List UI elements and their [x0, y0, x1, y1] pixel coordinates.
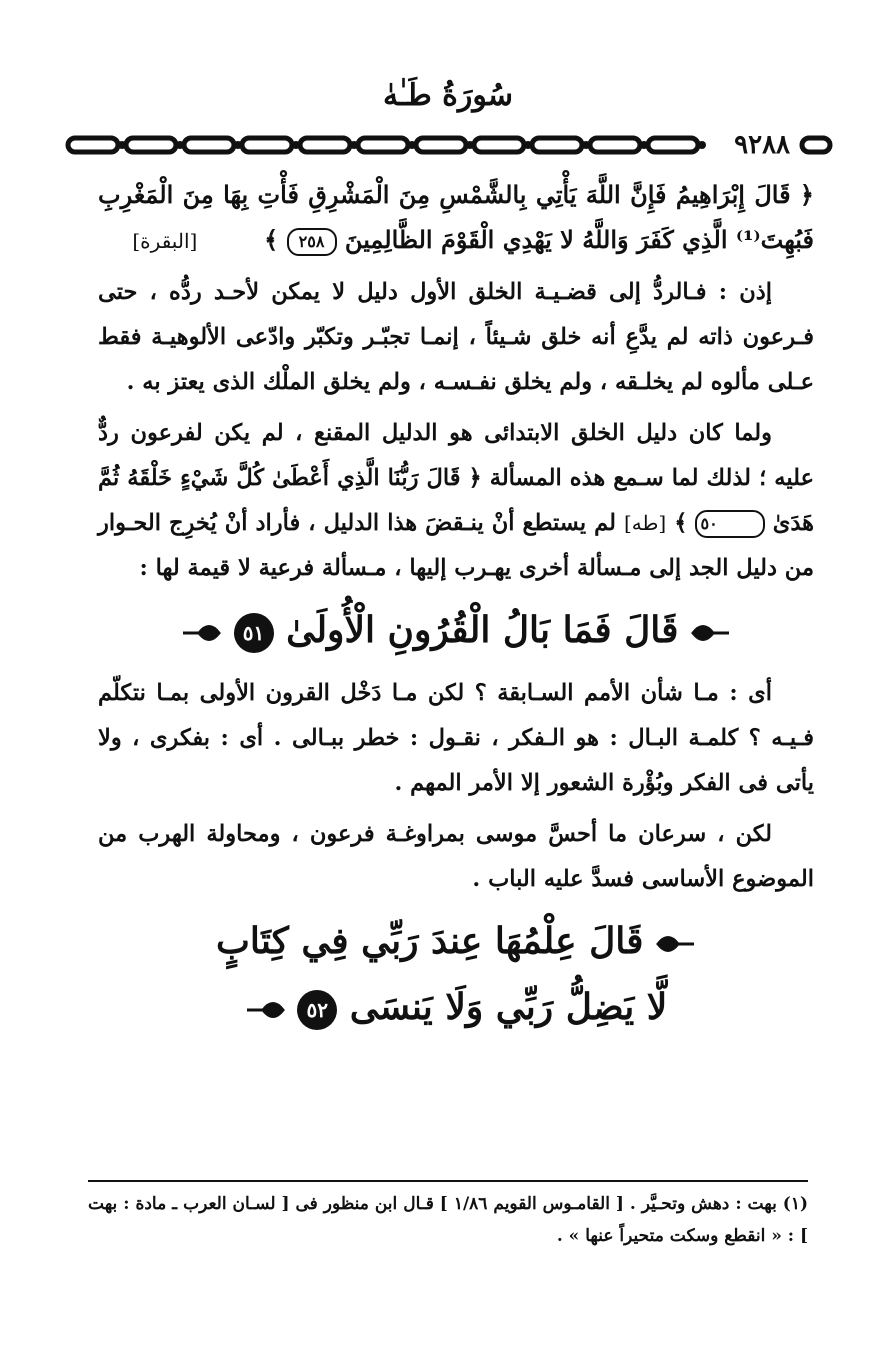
decorative-border [62, 128, 834, 162]
chain-link [648, 138, 698, 152]
chain-link [532, 138, 582, 152]
verse-text: قَالَ عِلْمُهَا عِندَ رَبِّي فِي كِتَابٍ [215, 920, 644, 962]
chain-dot [582, 141, 590, 149]
quote-text: ﴿ قَالَ إِبْرَاهِيمُ فَإِنَّ اللَّهَ يَأْتِي بِالشَّمْسِ مِنَ الْمَشْرِقِ فَأْتِ بِهَا مِنَ الْمَغْرِبِ فَبُهِتَ⁽¹⁾ الَّذِي كَفَرَ وَاللَّهُ لا يَهْدِي الْقَوْمَ الظَّالِمِينَ [98, 180, 814, 254]
chain-dot [640, 141, 648, 149]
verse-52 [98, 908, 814, 1040]
chain-link [474, 138, 524, 152]
chain-link [126, 138, 176, 152]
chain-link [590, 138, 640, 152]
surah-title: سُورَةُ طَـٰهٰ [382, 78, 514, 113]
quote-close: ﴾ [264, 225, 279, 254]
chain-dot [118, 141, 126, 149]
verse-text: قَالَ فَمَا بَالُ الْقُرُونِ الْأُولَىٰ [286, 609, 679, 651]
page-number: ٩٢٨٨ [730, 128, 794, 162]
chain-dot [698, 141, 706, 149]
quran-quote-baqarah [98, 172, 814, 264]
paragraph-text: ولما كان دليل الخلق الابتدائى هو الدليل المقنع ، لم يكن لفرعون ردٌّ عليه ؛ لذلك لما سـمع هذه المسألة [98, 420, 814, 491]
chain-link [242, 138, 292, 152]
verse-51 [98, 597, 814, 663]
chain-link [358, 138, 408, 152]
chain-dot [466, 141, 474, 149]
ornament-right-icon [656, 929, 696, 959]
ornament-left-icon [245, 995, 285, 1025]
paragraph-with-quote [98, 411, 814, 591]
verse-line [98, 908, 814, 974]
chain-border-icon [62, 128, 834, 162]
chain-link [184, 138, 234, 152]
footnote-divider [88, 1180, 808, 1182]
ayah-number: ٥٢ [297, 990, 337, 1030]
verse-text: لَّا يَضِلُّ رَبِّي وَلَا يَنسَى [349, 986, 668, 1028]
verse-line [98, 974, 814, 1040]
chain-link [416, 138, 466, 152]
paragraph: لكن ، سرعان ما أحسَّ موسى بمراوغـة فرعون ، ومحاولة الهرب من الموضوع الأساسى فسدَّ عليه الباب . [98, 821, 814, 892]
paragraph-text: لم يستطع أنْ ينـقضَ هذا الدليل ، فأراد أنْ يُخرِج الحـوار من دليل الجد إلى مـسألة أخرى يهـرب إليها ، مـسألة فرعية لا قيمة لها : [98, 510, 814, 581]
footnote: (١) بهت : دهش وتحـيَّر . [ القامـوس القويم ١/٨٦ ] قـال ابن منظور فى [ لسـان العرب ـ مادة : بهت ] : « انقطع وسكت متحيراً عنها » . [88, 1194, 808, 1246]
quote-text: ﴿ قَالَ رَبُّنَا الَّذِي أَعْطَىٰ كُلَّ شَيْءٍ خَلْقَهُ ثُمَّ هَدَىٰ [98, 465, 814, 536]
chain-dot [350, 141, 358, 149]
chain-dot [234, 141, 242, 149]
ornament-left-icon [181, 618, 221, 648]
ayah-number: ٥١ [234, 613, 274, 653]
surah-reference: [طه] [623, 511, 667, 535]
paragraph: إذن : فـالردُّ إلى قضـيـة الخلق الأول دليل لا يمكن لأحـد ردُّه ، حتى فـرعون ذاته لم يدَّعِ أنه خلق شـيئاً ، إنمـا تجبّـر وتكبّر وادّعى الألوهيـة فقط عـلى مألوه لم يخلـقه ، ولم يخلق نفـسـه ، ولم يخلق الملْك الذى يعتز به . [98, 279, 814, 395]
ayah-number: ٢٥٨ [287, 228, 337, 256]
chain-dot [176, 141, 184, 149]
chain-link [68, 138, 118, 152]
surah-reference: [البقرة] [132, 229, 198, 253]
ayah-number: ٥٠ [695, 510, 764, 538]
quote-close: ﴾ [674, 510, 688, 536]
chain-dot [524, 141, 532, 149]
chain-link [300, 138, 350, 152]
paragraph: أى : مـا شأن الأمم السـابقة ؟ لكن مـا دَخْل القرون الأولى بمـا نتكلّم فـيـه ؟ كلمـة البـال : هو الـفكر ، نقـول : خطر ببـالى . أى : بفكرى ، ولا يأتى فى الفكر وبُؤْرة الشعور إلا الأمر المهم . [98, 680, 814, 796]
chain-dot [292, 141, 300, 149]
page-body [98, 172, 814, 1048]
ornament-right-icon [691, 618, 731, 648]
chain-dot [408, 141, 416, 149]
chain-link [802, 138, 830, 152]
